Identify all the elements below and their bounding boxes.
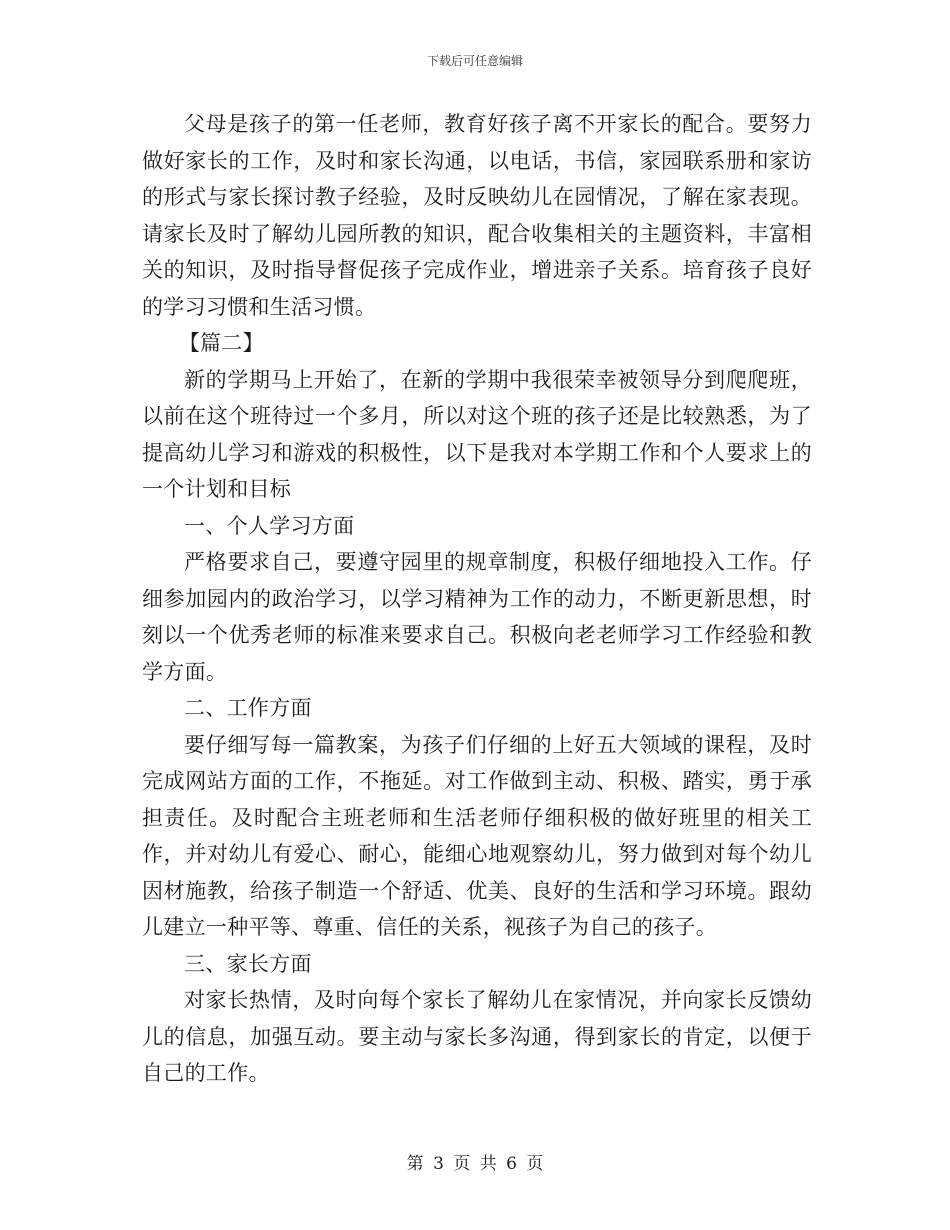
page-header: 下载后可任意编辑 [426, 54, 523, 68]
paragraph-parent-cooperation: 父母是孩子的第一任老师，教育好孩子离不开家长的配合。要努力做好家长的工作，及时和家长沟通，以电话，书信，家园联系册和家访的形式与家长探讨教子经验，及时反映幼儿在园情况，了解在家表现。请家长及时了解幼儿园所教的知识，配合收集相关的主题资料，丰富相关的知识，及时指导督促孩子完成作业，增进亲子关系。培育孩子良好的学习习惯和生活习惯。 [142, 112, 812, 319]
paragraph-new-semester: 新的学期马上开始了，在新的学期中我很荣幸被领导分到爬爬班，以前在这个班待过一个多月，所以对这个班的孩子还是比较熟悉，为了提高幼儿学习和游戏的积极性，以下是我对本学期工作和个人要求上的一个计划和目标 [142, 367, 812, 501]
paragraph-personal-study: 严格要求自己，要遵守园里的规章制度，积极仔细地投入工作。仔细参加园内的政治学习，以学习精神为工作的动力，不断更新思想，时刻以一个优秀老师的标准来要求自己。积极向老老师学习工作经验和教学方面。 [142, 550, 812, 684]
heading-work: 二、工作方面 [184, 696, 312, 720]
page-number: 第 3 页 共 6 页 [406, 1154, 544, 1174]
paragraph-work: 要仔细写每一篇教案，为孩子们仔细的上好五大领域的课程，及时完成网站方面的工作，不拖延。对工作做到主动、积极、踏实，勇于承担责任。及时配合主班老师和生活老师仔细积极的做好班里的相关工作，并对幼儿有爱心、耐心，能细心地观察幼儿，努力做到对每个幼儿因材施教，给孩子制造一个舒适、优美、良好的生活和学习环境。跟幼儿建立一种平等、尊重、信任的关系，视孩子为自己的孩子。 [142, 732, 812, 939]
document-body [142, 106, 812, 1092]
paragraph-parents: 对家长热情，及时向每个家长了解幼儿在家情况，并向家长反馈幼儿的信息，加强互动。要主动与家长多沟通，得到家长的肯定，以便于自己的工作。 [142, 988, 812, 1085]
section-title-part-two: 【篇二】 [178, 331, 264, 355]
heading-parents: 三、家长方面 [184, 951, 312, 976]
heading-personal-study: 一、个人学习方面 [184, 513, 355, 538]
